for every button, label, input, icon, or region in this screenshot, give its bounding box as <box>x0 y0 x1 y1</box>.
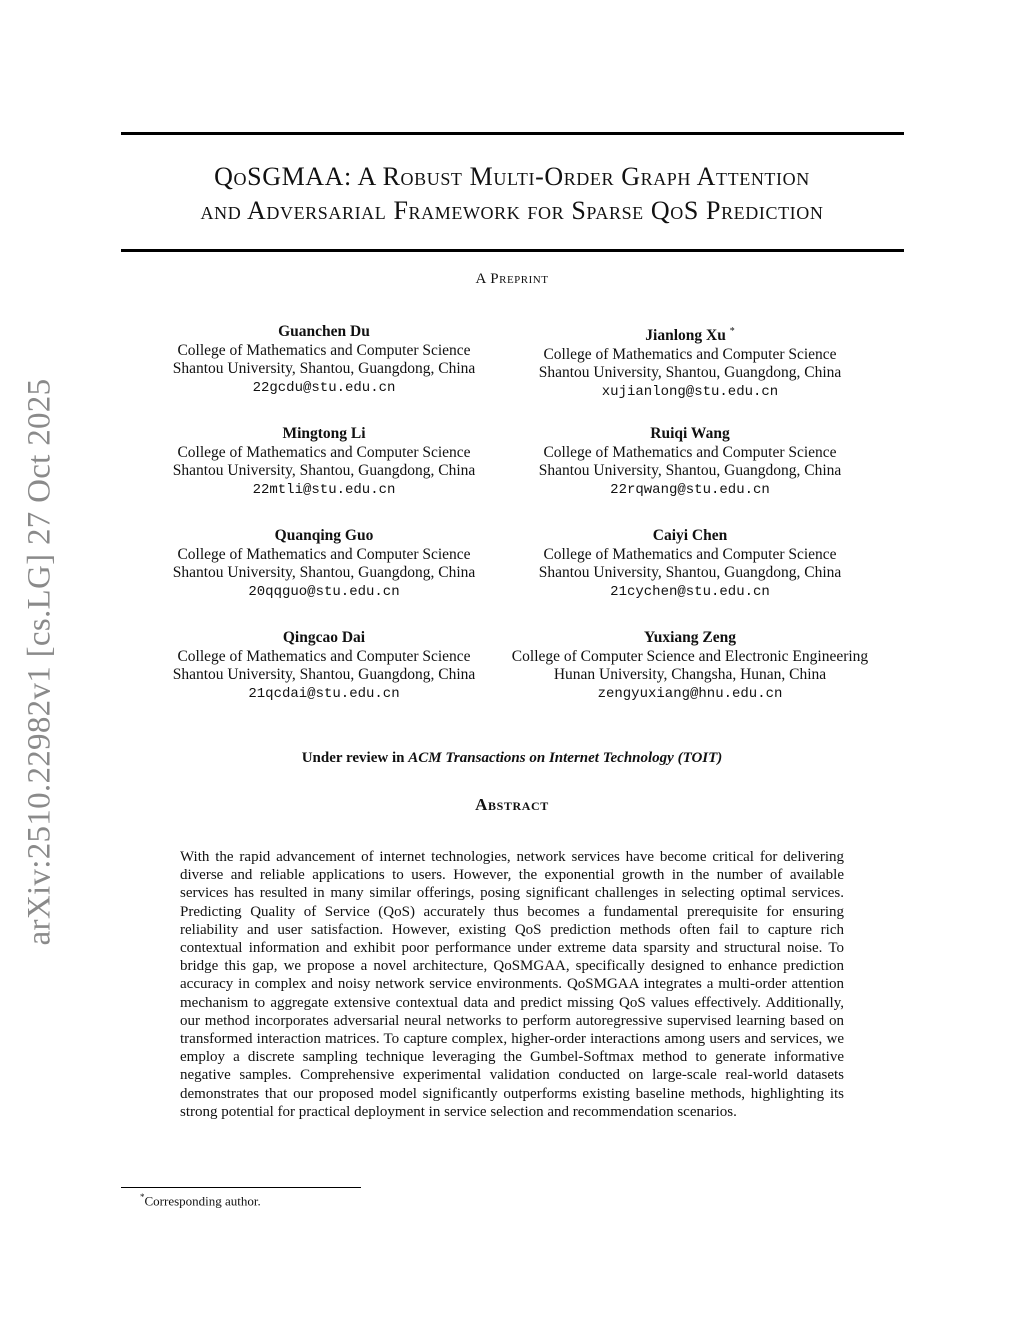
author-block <box>490 323 890 401</box>
author-block <box>124 323 524 397</box>
author-block <box>490 527 890 601</box>
review-notice <box>0 750 1024 767</box>
preprint-label: A Preprint <box>475 271 549 287</box>
author-location: Shantou University, Shantou, Guangdong, China <box>538 462 842 479</box>
author-location: Shantou University, Shantou, Guangdong, China <box>172 564 476 581</box>
author-email: 21qcdai@stu.edu.cn <box>248 685 400 702</box>
author-name: Qingcao Dai <box>282 629 366 646</box>
author-location: Shantou University, Shantou, Guangdong, China <box>172 666 476 683</box>
author-name: Ruiqi Wang <box>650 425 730 442</box>
author-affiliation: College of Mathematics and Computer Science <box>177 341 471 359</box>
title-bottom-rule <box>121 249 904 252</box>
author-name: Guanchen Du <box>278 323 370 340</box>
author-name: Quanqing Guo <box>274 527 374 544</box>
author-block <box>124 527 524 601</box>
author-email: 21cychen@stu.edu.cn <box>610 583 770 600</box>
author-affiliation: College of Mathematics and Computer Science <box>177 545 471 563</box>
abstract-heading: Abstract <box>475 795 549 814</box>
author-location: Shantou University, Shantou, Guangdong, China <box>172 462 476 479</box>
review-prefix: Under review in <box>301 750 409 766</box>
corresponding-author-marker: * <box>729 326 735 337</box>
author-location: Hunan University, Changsha, Hunan, China <box>553 666 827 683</box>
author-affiliation: College of Computer Science and Electronic Engineering <box>511 647 869 665</box>
author-name: Jianlong Xu * <box>645 326 735 345</box>
author-affiliation: College of Mathematics and Computer Science <box>177 443 471 461</box>
author-block <box>490 629 890 703</box>
author-location: Shantou University, Shantou, Guangdong, China <box>538 364 842 382</box>
author-email: 22rqwang@stu.edu.cn <box>610 481 770 498</box>
title-line-1: QoSGMAA: A Robust Multi-Order Graph Attention <box>214 162 810 191</box>
paper-title <box>100 160 924 228</box>
footnote-marker: * <box>140 1192 145 1202</box>
author-email: 20qqguo@stu.edu.cn <box>248 583 400 600</box>
footnote-text: Corresponding author. <box>144 1193 261 1209</box>
author-affiliation: College of Mathematics and Computer Science <box>543 345 837 363</box>
author-affiliation: College of Mathematics and Computer Science <box>543 443 837 461</box>
title-line-2: and Adversarial Framework for Sparse QoS Prediction <box>200 196 824 225</box>
footnote <box>140 1192 261 1209</box>
author-name: Caiyi Chen <box>652 527 728 544</box>
author-block <box>490 425 890 499</box>
title-top-rule <box>121 132 904 135</box>
author-email: 22mtli@stu.edu.cn <box>252 481 396 498</box>
footnote-rule <box>121 1187 361 1188</box>
abstract-text: With the rapid advancement of internet technologies, network services have become critical for delivering diverse and reliable applications to users. However, the exponential growth in the number of available services has resulted in many similar offerings, posing significant challenges in selecting optimal services. Predicting Quality of Service (QoS) accurately thus becomes a fundamental prerequisite for ensuring reliability and user satisfaction. However, existing QoS prediction methods often fail to capture rich contextual information and exhibit poor performance under extreme data sparsity and structural noise. To bridge this gap, we propose a novel architecture, QoSMGAA, specifically designed to enhance prediction accuracy in complex and noisy network service environments. QoSMGAA integrates a multi-order attention mechanism to aggregate extensive contextual data and predict missing QoS values effectively. Additionally, our method incorporates adversarial neural networks to perform autoregressive supervised learning based on transformed interaction matrices. To capture complex, higher-order interactions among users and services, we employ a discrete sampling technique leveraging the Gumbel-Softmax method to generate informative negative samples. Comprehensive experimental validation conducted on large-scale real-world datasets demonstrates that our proposed model significantly outperforms existing baseline methods, highlighting its strong potential for practical deployment in service selection and recommendation scenarios. <box>180 849 844 1120</box>
review-venue: ACM Transactions on Internet Technology (TOIT) <box>408 750 723 766</box>
author-location: Shantou University, Shantou, Guangdong, China <box>172 360 476 377</box>
author-block <box>124 425 524 499</box>
author-affiliation: College of Mathematics and Computer Science <box>543 545 837 563</box>
author-affiliation: College of Mathematics and Computer Science <box>177 647 471 665</box>
author-email: xujianlong@stu.edu.cn <box>601 383 779 400</box>
author-email: zengyuxiang@hnu.edu.cn <box>597 685 783 702</box>
author-name: Yuxiang Zeng <box>643 629 737 646</box>
author-email: 22gcdu@stu.edu.cn <box>252 379 396 396</box>
arxiv-identifier: arXiv:2510.22982v1 [cs.LG] 27 Oct 2025 <box>21 378 58 946</box>
author-name: Mingtong Li <box>282 425 366 442</box>
author-location: Shantou University, Shantou, Guangdong, China <box>538 564 842 581</box>
author-block <box>124 629 524 703</box>
